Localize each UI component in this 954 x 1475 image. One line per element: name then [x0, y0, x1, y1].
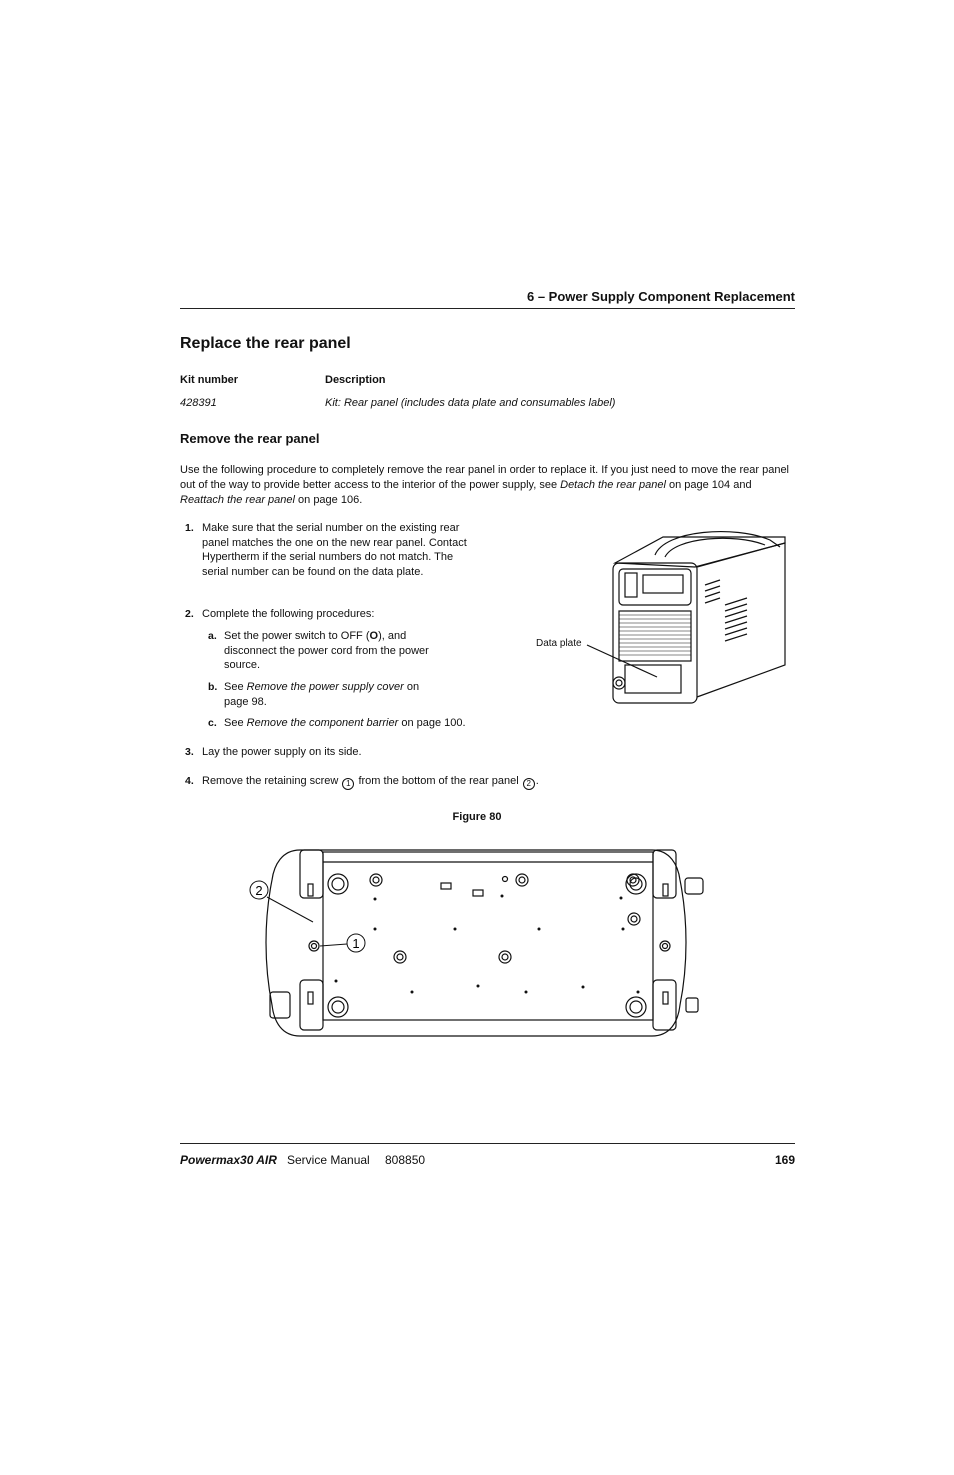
table-header-description: Description: [325, 374, 386, 386]
subsection-title: Remove the rear panel: [180, 431, 320, 446]
footer-rule: [180, 1143, 795, 1144]
step-1-text: Make sure that the serial number on the existing rear panel matches the one on the new rear panel. Contact Hypertherm if the serial numbers do not match. The serial number can be found on the data plate.: [202, 522, 467, 578]
substep-a-letter: a.: [208, 630, 217, 642]
rear-panel-bottom-diagram: [240, 840, 710, 1045]
footer-product: Powermax30 AIR: [180, 1153, 277, 1167]
substep-a-pre: Set the power switch to OFF (: [224, 630, 370, 642]
step-4-pre: Remove the retaining screw: [202, 775, 342, 787]
step-3-text: Lay the power supply on its side.: [202, 746, 362, 758]
substep-c-letter: c.: [208, 717, 217, 729]
intro-text-1: Use the following procedure to completely remove the rear panel in order to replace it. If you just need to move the rear panel out of the way to provide better access to the interior of the power supply, see: [180, 464, 790, 491]
substep-b-post: on page 98.: [224, 681, 420, 708]
step-4-post: .: [535, 775, 539, 787]
callout-1-figure: 1: [352, 936, 360, 951]
chapter-heading: 6 – Power Supply Component Replacement: [527, 289, 795, 304]
header-rule: [180, 308, 795, 309]
intro-text-2: on page 104 and: [665, 479, 752, 491]
substep-a-post: ), and disconnect the power cord from the power source.: [224, 630, 429, 671]
step-1-number: 1.: [185, 522, 194, 534]
link-detach-rear-panel[interactable]: Detach the rear panel: [560, 479, 666, 491]
power-supply-illustration: [585, 525, 795, 710]
off-symbol: O: [369, 630, 379, 642]
substep-b-pre: See: [224, 681, 247, 693]
table-cell-description: Kit: Rear panel (includes data plate and consumables label): [325, 397, 616, 409]
footer-manual: Service Manual: [287, 1153, 370, 1167]
step-2-number: 2.: [185, 608, 194, 620]
intro-text-3: on page 106.: [294, 494, 363, 506]
link-reattach-rear-panel[interactable]: Reattach the rear panel: [180, 494, 295, 506]
data-plate-callout: Data plate: [536, 638, 582, 649]
intro-paragraph: [180, 463, 795, 508]
substep-b-text: [224, 680, 439, 709]
page-number: 169: [774, 1153, 795, 1167]
substep-a-text: [224, 629, 454, 673]
step-4-number: 4.: [185, 775, 194, 787]
table-header-kit: Kit number: [180, 374, 239, 386]
footer-doc-number: 808850: [385, 1153, 426, 1167]
callout-2-figure: 2: [255, 883, 263, 898]
link-remove-power-supply-cover[interactable]: Remove the power supply cover: [246, 681, 404, 693]
callout-1-inline: 1: [342, 778, 354, 790]
substep-c-text: [224, 716, 524, 731]
figure-caption: Figure 80: [452, 811, 502, 823]
step-2-text: Complete the following procedures:: [202, 608, 375, 620]
step-4-mid: from the bottom of the rear panel: [355, 775, 522, 787]
substep-b-letter: b.: [208, 681, 218, 693]
step-4-text: [202, 774, 602, 790]
substep-c-post: on page 100.: [398, 717, 466, 729]
section-title: Replace the rear panel: [180, 335, 351, 352]
link-remove-component-barrier[interactable]: Remove the component barrier: [246, 717, 399, 729]
table-cell-kit-number: 428391: [180, 397, 217, 409]
substep-c-pre: See: [224, 717, 247, 729]
callout-2-inline: 2: [523, 778, 535, 790]
step-3-number: 3.: [185, 746, 194, 758]
